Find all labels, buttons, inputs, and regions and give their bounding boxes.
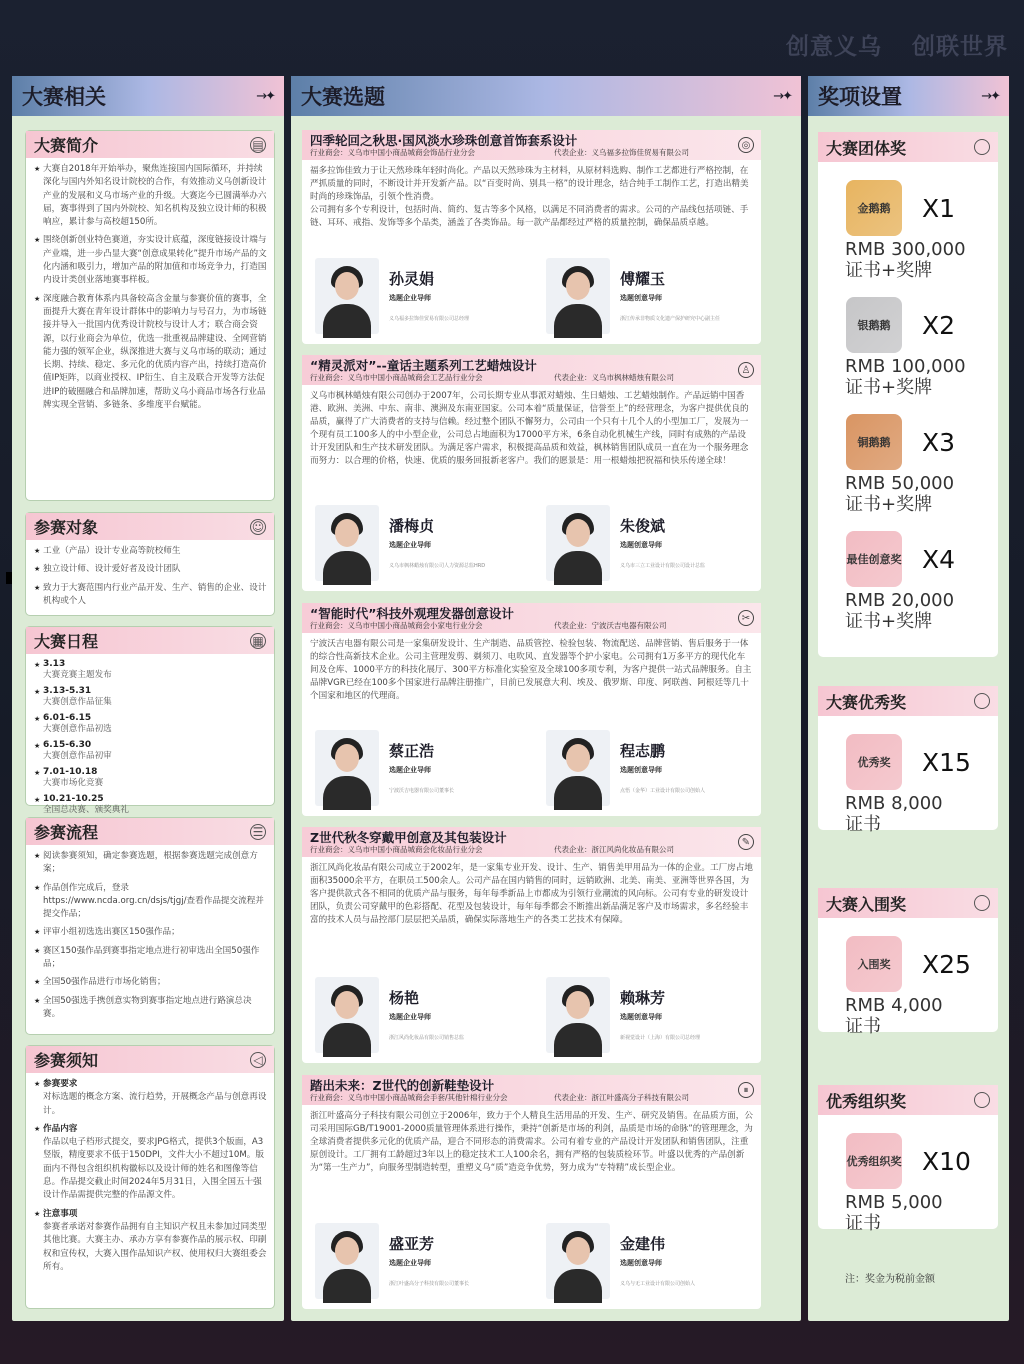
mentor-photo [315, 505, 379, 581]
schedule-date: ★ 6.15-6.30 [43, 740, 92, 750]
photo-head [566, 1237, 590, 1265]
mentor-card [315, 977, 501, 1053]
mentor-card [315, 1223, 501, 1299]
medal-label: 铜鹅鹅 [857, 435, 891, 449]
mentor-info [620, 258, 732, 323]
mentor-photo [546, 258, 610, 334]
mentor-name: 盛亚芳 [389, 1235, 435, 1253]
topic-enterprise: 代表企业：义乌福多拉饰佳贸易有限公司 [554, 148, 689, 157]
award-count: X1 [922, 193, 956, 223]
process-list [34, 850, 267, 1021]
award-header [818, 1085, 998, 1115]
mentor-name: 程志鹏 [620, 742, 666, 760]
topic-card [302, 603, 761, 816]
mentor-role: 选题企业导师 [389, 766, 431, 774]
middle-column-header [291, 76, 801, 116]
mentor-info [389, 730, 501, 795]
medal-label: 银鹅鹅 [857, 318, 891, 332]
award-title: 大赛团体奖 [826, 138, 907, 158]
award-medal [846, 936, 902, 992]
topic-icon: ⏸ [738, 1082, 754, 1098]
topic-header [302, 1075, 761, 1105]
medal-label: 金鹅鹅 [857, 201, 891, 215]
schedule-date: ★ 10.21-10.25 [43, 794, 104, 804]
schedule-event: 大赛创意作品初审 [43, 751, 112, 761]
mentor-name: 杨艳 [389, 989, 420, 1007]
topic-sub [310, 845, 754, 855]
notes-list [34, 1078, 267, 1274]
mentor-org: 义乌市三立工业设计有限公司设计总监 [620, 563, 706, 569]
award-count: X3 [922, 427, 956, 457]
topic-description [302, 857, 761, 927]
award-panel [818, 888, 998, 1037]
topic-association: 行业商会：义乌市中国小商品城商会饰品行业分会 [310, 148, 475, 157]
schedule-event: 大赛创意作品初选 [43, 724, 112, 734]
photo-head [335, 272, 359, 300]
photo-head [566, 744, 590, 772]
mentor-photo [546, 1223, 610, 1299]
award-panel [818, 1085, 998, 1234]
photo-head [566, 519, 590, 547]
photo-body [323, 304, 371, 338]
award-medal [846, 414, 902, 470]
award-row [818, 734, 998, 835]
award-medal [846, 734, 902, 790]
mentor-role: 选题企业导师 [389, 541, 431, 549]
photo-body [554, 1269, 602, 1303]
photo-body [323, 1269, 371, 1303]
award-row [818, 297, 998, 398]
award-medal-row [846, 531, 998, 587]
mentor-role: 选题企业导师 [389, 1259, 431, 1267]
notes-item [34, 1078, 267, 1118]
middle-column [291, 76, 801, 1321]
mentor-role: 选题创意导师 [620, 1259, 662, 1267]
mentor-org: 义乌福多拉饰佳贸易有限公司总经理 [389, 316, 470, 322]
topic-enterprise: 代表企业：宁波沃吉电器有限公司 [554, 621, 667, 630]
mentor-card [546, 505, 732, 581]
topic-title: 踏出未来：Z世代的创新鞋垫设计 [310, 1078, 495, 1093]
topic-enterprise: 代表企业：浙江风尚化妆品有限公司 [554, 845, 674, 854]
mentor-photo [546, 730, 610, 806]
award-header [818, 132, 998, 162]
award-count: X10 [922, 1146, 971, 1176]
mentor-org: 浙江传承非物质文化遗产保护研究中心副主任 [620, 316, 721, 322]
award-medal-row [846, 414, 998, 470]
schedule-item [34, 659, 267, 681]
topic-header [302, 355, 761, 385]
target-panel [25, 512, 275, 616]
topic-description [302, 160, 761, 230]
medal-label: 优秀奖 [857, 755, 891, 769]
mentor-info [620, 505, 732, 570]
slogan-part-2: 创联世界 [912, 34, 1008, 60]
mentor-name: 孙灵娟 [389, 270, 435, 288]
notes-heading: ★ 注意事项 [43, 1208, 78, 1219]
mentor-card [546, 730, 732, 806]
megaphone-icon: ◁ [250, 1052, 266, 1068]
award-row [818, 180, 998, 281]
award-row [818, 1133, 998, 1234]
photo-head [335, 519, 359, 547]
award-title: 大赛优秀奖 [826, 692, 907, 712]
award-icon [974, 1092, 990, 1108]
topic-association: 行业商会：义乌市中国小商品城商会手套/其他针棉行业分会 [310, 1093, 508, 1102]
notes-item [34, 1123, 267, 1203]
topic-description [302, 385, 761, 467]
book-icon: ▤ [250, 137, 266, 153]
topic-sub [310, 148, 754, 158]
notes-item [34, 1208, 267, 1274]
photo-head [335, 744, 359, 772]
mentor-info [620, 730, 732, 795]
list-item: ★ 深度融合教育体系内具备较高含金量与参赛价值的赛事，全面提升大赛在青年设计群体中的影响力与号召力，为市场链接并导入一批国内优秀设计院校与设计人才；联合商会资源，以行业商会为单位，优选一批重视品牌建设、全网营销能力强的领军企业，纵深推进大赛与义乌市场的联动；通过长期、持续、稳定、多元化的优质内容产出，持续打造高价值IP矩阵，以商业授权、IP衍生、自主及联合开发等方法促进IP的破圈融合和品牌加速，帮助义乌小商品市场各行业品牌实现全营销、多链条、多维度平台赋能。 [34, 293, 267, 413]
topic-card [302, 130, 761, 344]
schedule-item [34, 713, 267, 735]
topic-icon: ✎ [738, 834, 754, 850]
schedule-date: ★ 7.01-10.18 [43, 767, 98, 777]
mentor-org: 宁波沃吉电器有限公司董事长 [389, 788, 455, 794]
schedule-title: 大赛日程 [34, 632, 99, 651]
award-extra: 证书+奖牌 [845, 260, 933, 281]
medal-label: 创意奖 [868, 552, 902, 566]
people-icon: ☺ [251, 519, 265, 534]
award-extra: 证书+奖牌 [845, 377, 933, 398]
schedule-item [34, 686, 267, 708]
arrows-icon: →✦ [256, 88, 274, 104]
list-item: ★ 全国50强选手携创意实物到赛事指定地点进行路演总决赛。 [34, 995, 267, 1022]
award-icon [974, 693, 990, 709]
mentor-photo [315, 1223, 379, 1299]
list-item: ★ 阅读参赛须知，确定参赛选题，根据参赛选题完成创意方案； [34, 850, 267, 877]
award-medal-row [846, 734, 998, 790]
award-extra: 证书 [845, 1213, 881, 1234]
arrows-icon: →✦ [773, 88, 791, 104]
topic-sub [310, 621, 754, 631]
mentor-info [389, 505, 501, 570]
notes-panel [25, 1045, 275, 1309]
photo-head [335, 991, 359, 1019]
photo-body [323, 776, 371, 810]
schedule-item [34, 740, 267, 762]
award-medal [846, 1133, 902, 1189]
middle-column-title: 大赛选题 [301, 85, 385, 109]
intro-panel [25, 130, 275, 501]
mentor-name: 金建伟 [620, 1235, 666, 1253]
left-column-header [12, 76, 284, 116]
topic-header [302, 603, 761, 633]
list-item: ★ 全国50强作品进行市场化销售； [34, 976, 267, 989]
medal-label: 最佳 [846, 552, 869, 566]
mentor-role: 选题创意导师 [620, 541, 662, 549]
left-column-title: 大赛相关 [22, 85, 106, 109]
award-medal-row [846, 297, 998, 353]
mentor-info [389, 258, 501, 323]
mentor-photo [546, 977, 610, 1053]
mentor-card [315, 730, 501, 806]
mentor-role: 选题创意导师 [620, 766, 662, 774]
award-row [818, 936, 998, 1037]
left-column [12, 76, 284, 1321]
schedule-item [34, 767, 267, 789]
intro-title: 大赛简介 [34, 136, 99, 155]
schedule-event: 全国总决赛、颁奖典礼 [43, 805, 129, 815]
mentor-card [315, 505, 501, 581]
award-count: X4 [922, 544, 956, 574]
topic-header [302, 827, 761, 857]
mentor-org: 点悟（金华）工业设计有限公司创始人 [620, 788, 706, 794]
notes-heading: ★ 作品内容 [43, 1123, 78, 1134]
medal-label: 组织奖 [868, 1154, 902, 1168]
award-medal-row [846, 180, 998, 236]
topic-card [302, 1075, 761, 1309]
notes-heading: ★ 参赛要求 [43, 1079, 78, 1089]
award-extra: 证书+奖牌 [845, 611, 933, 632]
award-prize: RMB 50,000 [845, 473, 955, 494]
mentor-name: 傅耀玉 [620, 270, 666, 288]
notes-text: 作品以电子档形式提交，要求JPG格式，提供3个版面，A3竖版，精度要求不低于150DPI，文件大小不超过10M。版面内不得包含组织机构徽标以及设计师的姓名和图像等信息。作品提交截止时间2024年5月31日，入围全国五十强设计作品需提供完整的作品源文件。 [43, 1137, 264, 1201]
award-icon [974, 895, 990, 911]
description-paragraph: 宁波沃吉电器有限公司是一家集研发设计、生产制造、品质管控、检验包装、物流配送、品牌营销、售后服务于一体的综合性高新技术企业。公司主营理发剪、剃须刀、电吹风、直发器等个护小家电。公司拥有1万多平方的现代化车间及仓库、1000平方的科技化展厅、300平方标准化实验室及全球100多项专利，为客户提供一站式品牌服务。自主品牌VGR已经在100多个国家进行品牌注册推广，目前已发展意大利、埃及、俄罗斯、印度、阿联酋、阿根廷等几十个国家和地区的代理商。 [310, 639, 752, 701]
mentor-name: 蔡正浩 [389, 742, 435, 760]
topic-title: 四季轮回之秋思·国风淡水珍珠创意首饰套系设计 [310, 133, 578, 148]
mentor-photo [315, 977, 379, 1053]
award-count: X15 [922, 747, 971, 777]
list-item: ★ 大赛自2018年开始举办，聚焦连接国内国际循环，并持续深化与国内外知名设计院校的合作，有效推动义乌创新设计产业的发展和义乌市场产业的升级。大赛迄今已圆满举办六届，赛事得到了国内外院校、知名机构及独立设计师的积极响应，累计参与高校超150所。 [34, 163, 267, 229]
topic-association: 行业商会：义乌市中国小商品城商会小家电行业分会 [310, 621, 483, 630]
slogan [756, 28, 1008, 61]
mentor-info [620, 1223, 732, 1288]
award-medal-row [846, 936, 998, 992]
mentor-photo [546, 505, 610, 581]
notes-text: 对标选题的概念方案、流行趋势，开展概念产品与创意再设计。 [43, 1092, 267, 1116]
mentor-card [546, 258, 732, 334]
topic-description [302, 633, 761, 703]
mentor-name: 赖琳芳 [620, 989, 666, 1007]
schedule-panel [25, 626, 275, 815]
topic-title: “精灵派对”--童话主题系列工艺蜡烛设计 [310, 358, 537, 373]
award-panel [818, 132, 998, 657]
schedule-date: ★ 3.13 [43, 659, 66, 669]
schedule-item [34, 794, 267, 816]
mentor-info [389, 1223, 501, 1288]
photo-head [335, 1237, 359, 1265]
mentor-card [546, 1223, 732, 1299]
mentor-role: 选题企业导师 [389, 294, 431, 302]
award-header [818, 888, 998, 918]
award-row [818, 414, 998, 515]
award-header [818, 686, 998, 716]
mentor-org: 新视觉设计（上海）有限公司总经理 [620, 1035, 701, 1041]
award-medal-row [846, 1133, 998, 1189]
mentor-card [546, 977, 732, 1053]
topic-sub [310, 373, 754, 383]
award-extra: 证书+奖牌 [845, 494, 933, 515]
photo-body [554, 1023, 602, 1057]
topic-card [302, 355, 761, 591]
list-item: ★ 致力于大赛范围内行业产品开发、生产、销售的企业、设计机构或个人 [34, 582, 267, 609]
prize-note: 注：奖金为税前金额 [845, 1274, 935, 1285]
medal-label: 入围奖 [857, 957, 891, 971]
topic-title: Z世代秋冬穿戴甲创意及其包装设计 [310, 830, 507, 845]
schedule-event: 大赛创意作品征集 [43, 697, 112, 707]
topic-icon: ♙ [738, 362, 754, 378]
award-icon [974, 139, 990, 155]
award-prize: RMB 5,000 [845, 1192, 943, 1213]
topic-description [302, 1105, 761, 1175]
award-prize: RMB 300,000 [845, 239, 966, 260]
topic-title: “智能时代”科技外观理发器创意设计 [310, 606, 514, 621]
description-paragraph: 公司拥有多个专利设计，包括时尚、简约、复古等多个风格，以满足不同消费者的需求。公司的产品线包括项链、手链、耳环、戒指、发饰等多个品类，涵盖了各类饰品。每一款产品都经过严格的质量控制，确保品质卓越。 [310, 204, 749, 228]
mentor-role: 选题企业导师 [389, 1013, 431, 1021]
target-title: 参赛对象 [34, 518, 99, 537]
mentor-info [620, 977, 732, 1042]
award-medal [846, 531, 902, 587]
schedule-list [34, 659, 267, 816]
photo-head [566, 272, 590, 300]
award-prize: RMB 8,000 [845, 793, 943, 814]
award-panel [818, 686, 998, 835]
description-paragraph: 浙江叶盛高分子科技有限公司创立于2006年，致力于个人精良生活用品的开发、生产、研究及销售。在品质方面，公司采用国际GB/T19001-2000质量管理体系进行操作，秉持“创新是市场的利剑，品质是市场的命脉”的管理理念，为全球消费者提供多元化的优质产品，迎合不同形态的消费需求。公司有着专业的产品设计开发团队和销售团队，注重原创设计。工厂拥有工龄超过3年以上的稳定技术工人100余名，拥有严格的包装质检环节。叶盛以优秀的产品创新为“第一生产力”，向服务型制造转型，重塑义乌“质”造竞争优势，努力成为“专特精”成长型企业。 [310, 1111, 753, 1173]
notes-text: 参赛者承诺对参赛作品拥有自主知识产权且未参加过同类型其他比赛。大赛主办、承办方享有参赛作品的展示权、印刷权和宣传权，大赛入围作品知识产权、使用权归大赛组委会所有。 [43, 1221, 267, 1272]
notes-title: 参赛须知 [34, 1051, 99, 1070]
award-extra: 证书 [845, 1016, 881, 1037]
award-title: 优秀组织奖 [826, 1091, 907, 1111]
description-paragraph: 义乌市枫林蜡烛有限公司创办于2007年，公司长期专业从事派对蜡烛、生日蜡烛、工艺蜡烛制作。产品远销中国香港、欧洲、美洲、中东、南非、澳洲及东南亚国家。公司本着“质量保证，信誉至上”的经营理念，为客户提供优良的品质，赢得了广大消费者的支持与信赖。经过整个团队不懈努力，公司由一个只有十几个人的小型加工厂，发展为一个现有员工100多人的中小型企业，公司总占地面积为17000平方米，6条自动化机械生产线，同时有成熟的产品设计开发团队和生产技术研发团队。为满足客户需求，积极提高品质和效益，枫林销售团队成员一直在为一个服务理念而努力：以合理的价格，快速、优质的服务回报新老客户。我们的愿景是：用一根蜡烛把祝福和快乐传递全球！ [310, 391, 749, 466]
mentor-org: 义乌与无工业设计有限公司创始人 [620, 1281, 696, 1287]
list-icon: ☰ [250, 824, 266, 840]
list-item: ★ 作品创作完成后，登录https://www.ncda.org.cn/dsjs/tjgj/查看作品提交流程并提交作品； [34, 882, 267, 922]
award-prize: RMB 20,000 [845, 590, 955, 611]
list-item: ★ 独立设计师、设计爱好者及设计团队 [34, 563, 267, 576]
right-column [808, 76, 1009, 1321]
description-paragraph: 福多拉饰佳致力于让天然珍珠年轻时尚化。产品以天然珍珠为主材料，从原材料选购、制作工艺都进行严格控制，在严抓质量的同时，不断设计并开发新产品。以“百变时尚、别具一格”的设计理念，结合纯手工制作工艺，打造出精美时尚的珍珠饰品，引领个性消费。 [310, 166, 749, 202]
mentor-role: 选题创意导师 [620, 1013, 662, 1021]
award-medal [846, 297, 902, 353]
topic-association: 行业商会：义乌市中国小商品城商会化妆品行业分会 [310, 845, 483, 854]
photo-body [323, 551, 371, 585]
award-row [818, 531, 998, 632]
award-count: X25 [922, 949, 971, 979]
award-title: 大赛入围奖 [826, 894, 907, 914]
photo-body [554, 551, 602, 585]
medal-label: 优秀 [846, 1154, 869, 1168]
mentor-photo [315, 730, 379, 806]
award-prize: RMB 100,000 [845, 356, 966, 377]
topic-enterprise: 代表企业：义乌市枫林蜡烛有限公司 [554, 373, 674, 382]
mentor-info [389, 977, 501, 1042]
topic-sub [310, 1093, 754, 1103]
calendar-icon: ▦ [250, 633, 266, 649]
mentor-name: 潘梅贞 [389, 517, 435, 535]
topic-icon: ◎ [738, 137, 754, 153]
arrows-icon: →✦ [981, 88, 999, 104]
award-medal [846, 180, 902, 236]
photo-body [554, 304, 602, 338]
list-item: ★ 围绕创新创业特色赛道，夯实设计底蕴，深度链接设计端与产业端，进一步凸显大赛“创意成果转化”提升市场产品的文化内涵和吸引力，增加产品的附加值和市场竞争力，打造国内设计类创业落地赛事样板。 [34, 234, 267, 287]
award-count: X2 [922, 310, 956, 340]
mentor-org: 浙江风尚化妆品有限公司销售总监 [389, 1035, 465, 1041]
photo-body [554, 776, 602, 810]
topic-header [302, 130, 761, 160]
topic-icon: ✂ [738, 610, 754, 626]
mentor-photo [315, 258, 379, 334]
mentor-org: 义乌市枫林蜡烛有限公司人力资源总监HRD [389, 563, 486, 569]
schedule-date: ★ 3.13-5.31 [43, 686, 92, 696]
list-item: ★ 赛区150强作品到赛事指定地点进行初审选出全国50强作品； [34, 945, 267, 972]
process-panel [25, 817, 275, 1035]
award-extra: 证书 [845, 814, 881, 835]
right-column-title: 奖项设置 [818, 85, 902, 109]
topic-enterprise: 代表企业：浙江叶盛高分子科技有限公司 [554, 1093, 689, 1102]
mentor-card [315, 258, 501, 334]
schedule-event: 大赛竞赛主题发布 [43, 670, 112, 680]
topic-association: 行业商会：义乌市中国小商品城商会工艺品行业分会 [310, 373, 483, 382]
schedule-date: ★ 6.01-6.15 [43, 713, 92, 723]
intro-list [34, 163, 267, 412]
photo-body [323, 1023, 371, 1057]
target-list [34, 545, 267, 608]
topic-card [302, 827, 761, 1063]
description-paragraph: 浙江风尚化妆品有限公司成立于2002年，是一家集专业开发、设计、生产、销售美甲用品为一体的企业。工厂房占地面积35000余平方，在职员工500余人。公司产品在国内销售的同时，远销欧洲、北美、南美、亚洲等世界各国，为客户提供款式各不相同的优质产品与服务，每年每季新品上市都成为引领行业潮流的风向标。公司有专业的研发设计团队，负责公司穿戴甲的色彩搭配、花型及包装设计，每年每季都会不断推出新品满足客户及市场需求，多名经验丰富的技术人员与品控部门层层把关品质，确保实际落地生产的各类工艺技术有保障。 [310, 863, 753, 925]
mentor-role: 选题创意导师 [620, 294, 662, 302]
process-title: 参赛流程 [34, 823, 99, 842]
slogan-part-1: 创意义乌 [786, 34, 882, 60]
award-prize: RMB 4,000 [845, 995, 943, 1016]
list-item: ★ 评审小组初选选出赛区150强作品； [34, 926, 267, 939]
schedule-event: 大赛市场化竞赛 [43, 778, 104, 788]
mentor-org: 浙江叶盛高分子科技有限公司董事长 [389, 1281, 470, 1287]
mentor-name: 朱俊斌 [620, 517, 666, 535]
right-column-header [808, 76, 1009, 116]
list-item: ★ 工业（产品）设计专业高等院校师生 [34, 545, 267, 558]
photo-head [566, 991, 590, 1019]
